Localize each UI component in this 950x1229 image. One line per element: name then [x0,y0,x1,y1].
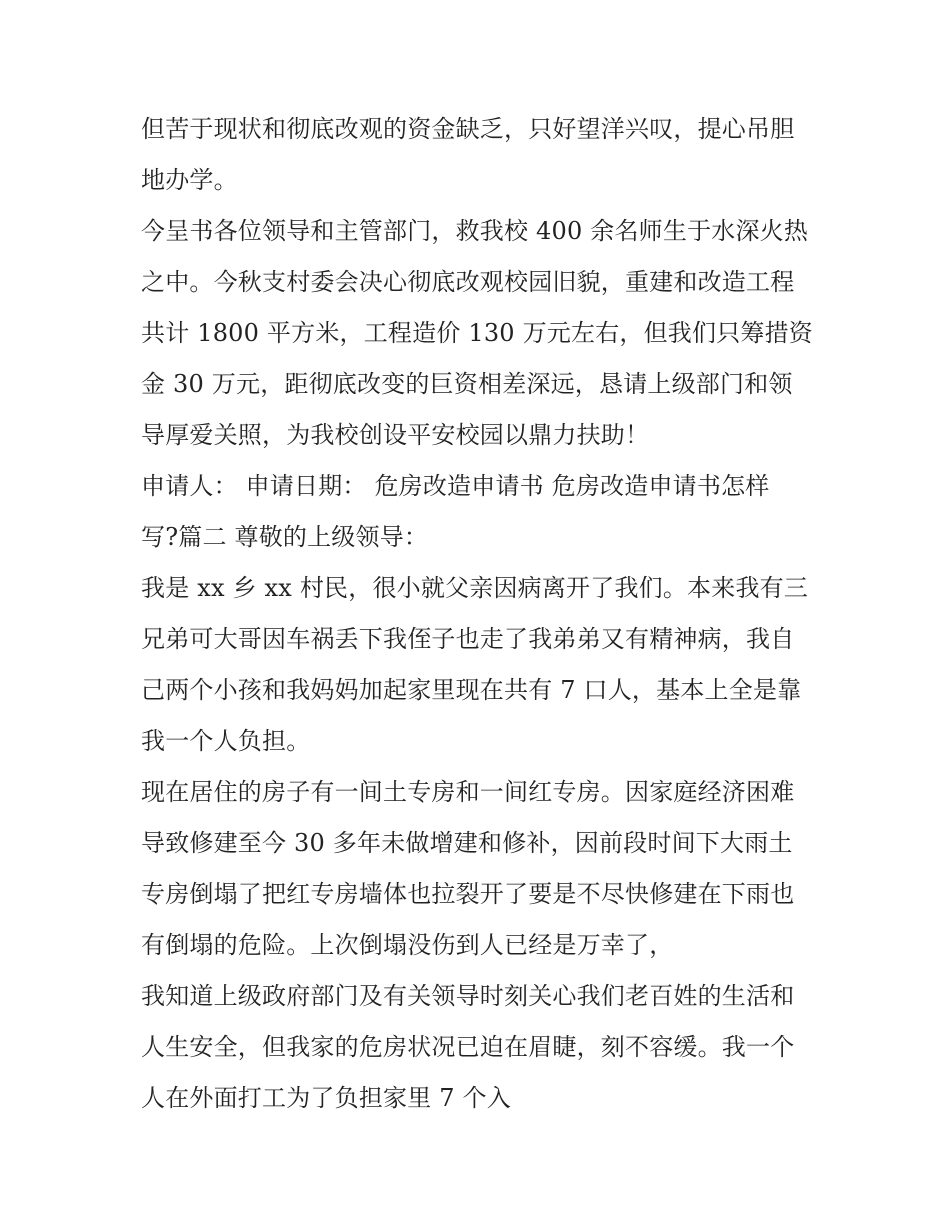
text-line: 导致修建至今 30 多年未做增建和修补，因前段时间下大雨土 [141,829,793,857]
text-line: 己两个小孩和我妈妈加起家里现在共有 7 口人，基本上全是靠 [141,676,802,704]
text-line: 地办学。 [141,166,238,194]
text-line: 人生安全，但我家的危房状况已迫在眉睫，刻不容缓。我一个 [141,1033,795,1061]
text-line: 但苦于现状和彻底改观的资金缺乏，只好望洋兴叹，提心吊胆 [141,115,795,143]
document-body [141,104,821,1124]
text-line: 现在居住的房子有一间土专房和一间红专房。因家庭经济困难 [141,778,795,806]
text-line: 我是 xx 乡 xx 村民，很小就父亲因病离开了我们。本来我有三 [141,574,809,602]
text-line: 我知道上级政府部门及有关领导时刻关心我们老百姓的生活和 [141,982,795,1010]
text-line: 申请人： 申请日期： 危房改造申请书 危房改造申请书怎样 [141,472,770,500]
text-line: 我一个人负担。 [141,727,311,755]
text-line: 之中。今秋支村委会决心彻底改观校园旧貌，重建和改造工程 [141,268,795,296]
text-line: 今呈书各位领导和主管部门，救我校 400 余名师生于水深火热 [141,217,809,245]
text-line: 共计 1800 平方米，工程造价 130 万元左右，但我们只筹措资 [141,319,814,347]
text-line: 人在外面打工为了负担家里 7 个入 [141,1084,511,1112]
text-line: 兄弟可大哥因车祸丢下我侄子也走了我弟弟又有精神病，我自 [141,625,795,653]
text-line: 有倒塌的危险。上次倒塌没伤到人已经是万幸了， [141,931,674,959]
text-line: 导厚爱关照，为我校创设平安校园以鼎力扶助！ [141,421,650,449]
text-line: 专房倒塌了把红专房墙体也拉裂开了要是不尽快修建在下雨也 [141,880,795,908]
text-line: 金 30 万元，距彻底改变的巨资相差深远，恳请上级部门和领 [141,370,793,398]
text-line: 写?篇二 尊敬的上级领导： [141,523,429,551]
